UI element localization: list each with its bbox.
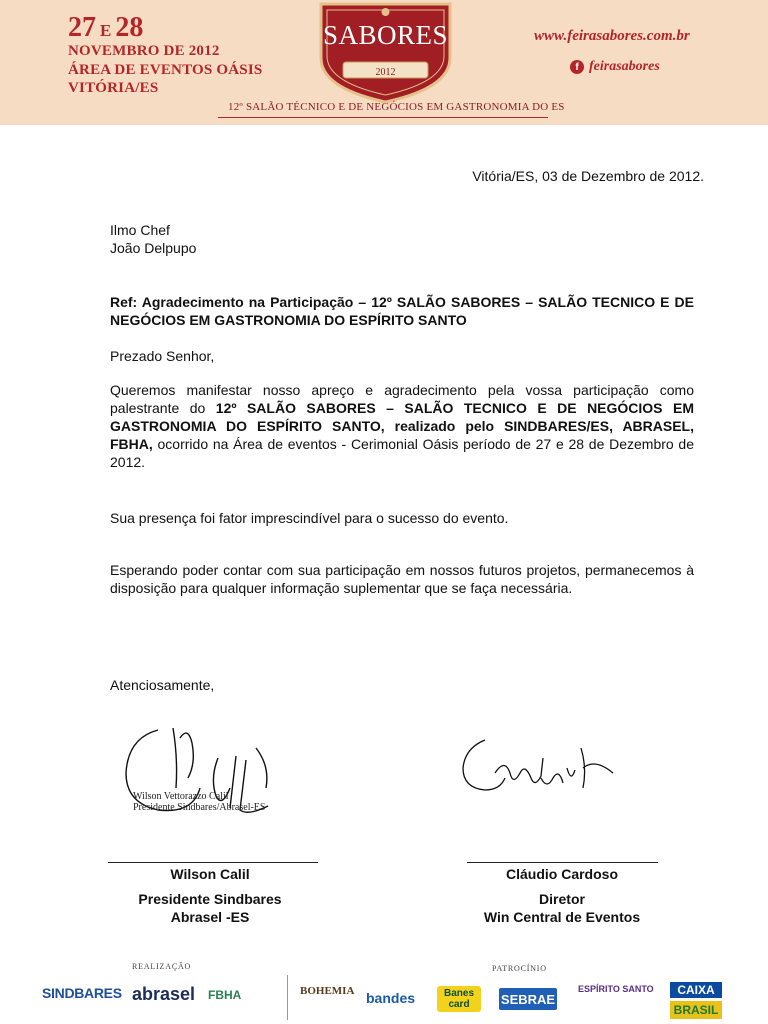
event-dates [68, 14, 143, 42]
addressee-title: Ilmo Chef [110, 222, 170, 238]
website-link[interactable]: www.feirasabores.com.br [534, 28, 690, 44]
brasil-logo: BRASIL [670, 1001, 722, 1019]
sabores-shield-icon [313, 0, 458, 104]
event-city: VITÓRIA/ES [68, 80, 159, 96]
logo-year: 2012 [375, 67, 396, 78]
signer-left-role-2: Abrasel -ES [170, 909, 250, 925]
event-day-2: 28 [115, 12, 144, 43]
espirito-santo-logo: ESPÍRITO SANTO [578, 984, 654, 994]
addressee-name: João Delpupo [110, 240, 197, 256]
addressee [110, 221, 196, 257]
event-day-1: 27 [68, 12, 96, 43]
caixa-logo: CAIXA [670, 982, 722, 998]
salutation: Prezado Senhor, [110, 348, 215, 364]
bandes-logo: bandes [366, 990, 416, 1006]
sabores-logo [313, 0, 458, 104]
reference-line: Ref: Agradecimento na Participação – 12º SALÃO SABORES – SALÃO TECNICO E DE NEGÓCIOS EM GASTRONOMIA DO ESPÍRITO SANTO [110, 294, 694, 328]
event-venue: ÁREA DE EVENTOS OÁSIS [68, 62, 263, 78]
sebrae-logo: SEBRAE [499, 988, 557, 1010]
paragraph-2: Sua presença foi fator imprescindível para o sucesso do evento. [110, 510, 509, 526]
footer-separator [287, 975, 288, 1020]
signer-right-role-2: Win Central de Eventos [483, 909, 641, 925]
signer-left-name: Wilson Calil [170, 866, 250, 882]
signature-line-right [467, 862, 658, 863]
facebook-handle: feirasabores [589, 59, 660, 74]
logo-title: SABORES [322, 20, 449, 50]
letter-date: Vitória/ES, 03 de Dezembro de 2012. [472, 168, 704, 184]
paragraph-1 [110, 381, 694, 471]
fbha-logo: FBHA [208, 988, 242, 1002]
stamp-role: Presidente Sindbares/Abrasel-ES [133, 802, 266, 813]
signer-left-role-1: Presidente Sindbares [138, 891, 282, 907]
signer-right-name: Cláudio Cardoso [505, 866, 618, 882]
header-banner [0, 0, 768, 125]
signer-right-role-1: Diretor [539, 891, 585, 907]
facebook-icon: f [570, 60, 584, 74]
footer-label-patrocinio: PATROCÍNIO [492, 964, 547, 973]
closing: Atenciosamente, [110, 677, 215, 693]
bohemia-logo: BOHEMIA [300, 985, 355, 997]
banes-card-logo: Banes card [437, 986, 481, 1012]
event-day-conj: E [100, 21, 112, 40]
signature-right-handwriting [455, 728, 625, 798]
abrasel-logo: abrasel [132, 984, 196, 1004]
event-month-year: NOVEMBRO DE 2012 [68, 43, 220, 59]
paragraph-1-bold: 12º SALÃO SABORES – SALÃO TECNICO E DE NEGÓCIOS EM GASTRONOMIA DO ESPÍRITO SANTO, realizado pelo SINDBARES/ES, ABRASEL, FBHA, [110, 400, 694, 452]
signature-line-left [108, 862, 318, 863]
sindbares-logo: SINDBARES [42, 985, 122, 1001]
paragraph-1-end: ocorrido na Área de eventos - Cerimonial Oásis período de 27 e 28 de Dezembro de 2012. [110, 436, 694, 470]
paragraph-1-start: Queremos manifestar nosso apreço e agradecimento pela vossa participação como palestrante do [110, 382, 694, 416]
stamp-name: Wilson Vettorazzo Calil [133, 791, 229, 802]
paragraph-3: Esperando poder contar com sua participação em nossos futuros projetos, permanecemos à disposição para qualquer informação suplementar que se faça necessária. [110, 562, 694, 596]
facebook-link[interactable] [570, 59, 660, 75]
subtitle-underline [218, 117, 548, 118]
signature-left-stamp [133, 791, 265, 813]
event-subtitle: 12º SALÃO TÉCNICO E DE NEGÓCIOS EM GASTRONOMIA DO ES [228, 101, 565, 113]
footer-label-realizacao: REALIZAÇÃO [132, 962, 192, 971]
